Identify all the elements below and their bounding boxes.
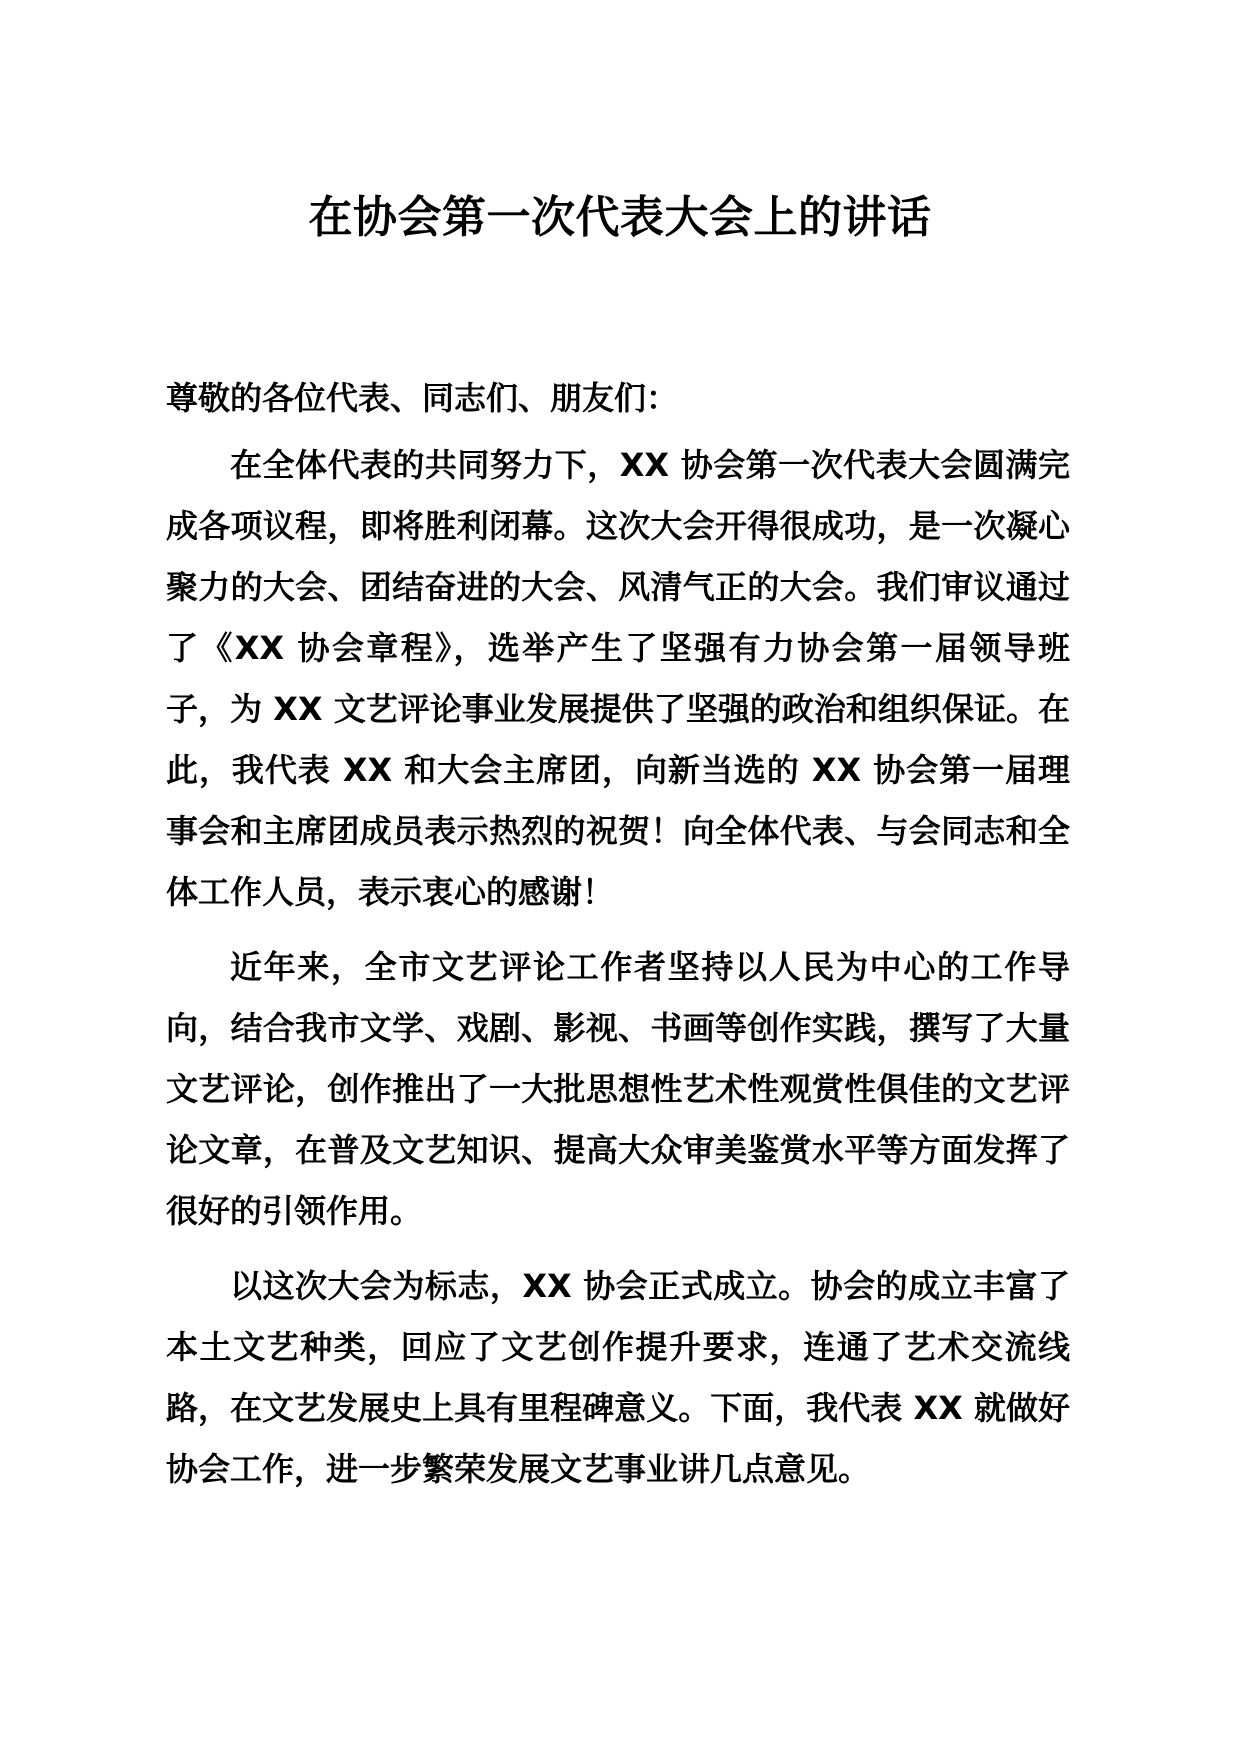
paragraph-3: 以这次大会为标志，XX 协会正式成立。协会的成立丰富了本土文艺种类，回应了文艺创作提升要求，连通了艺术交流线路，在文艺发展史上具有里程碑意义。下面，我代表 XX 就做好协会工作，进一步繁荣发展文艺事业讲几点意见。 xyxy=(166,1267,1070,1488)
document-body xyxy=(166,368,1070,1514)
paragraph-2: 近年来，全市文艺评论工作者坚持以人民为中心的工作导向，结合我市文学、戏剧、影视、书画等创作实践，撰写了大量文艺评论，创作推出了一大批思想性艺术性观赏性俱佳的文艺评论文章，在普及文艺知识、提高大众审美鉴赏水平等方面发挥了很好的引领作用。 xyxy=(166,948,1070,1230)
document-title: 在协会第一次代表大会上的讲话 xyxy=(308,192,932,243)
salutation: 尊敬的各位代表、同志们、朋友们： xyxy=(166,379,679,417)
paragraph-1: 在全体代表的共同努力下，XX 协会第一次代表大会圆满完成各项议程，即将胜利闭幕。这次大会开得很成功，是一次凝心聚力的大会、团结奋进的大会、风清气正的大会。我们审议通过了《XX 协会章程》，选举产生了坚强有力协会第一届领导班子，为 XX 文艺评论事业发展提供了坚强的政治和组织保证。在此，我代表 XX 和大会主席团，向新当选的 XX 协会第一届理事会和主席团成员表示热烈的祝贺！向全体代表、与会同志和全体工作人员，表示衷心的感谢！ xyxy=(166,446,1070,911)
